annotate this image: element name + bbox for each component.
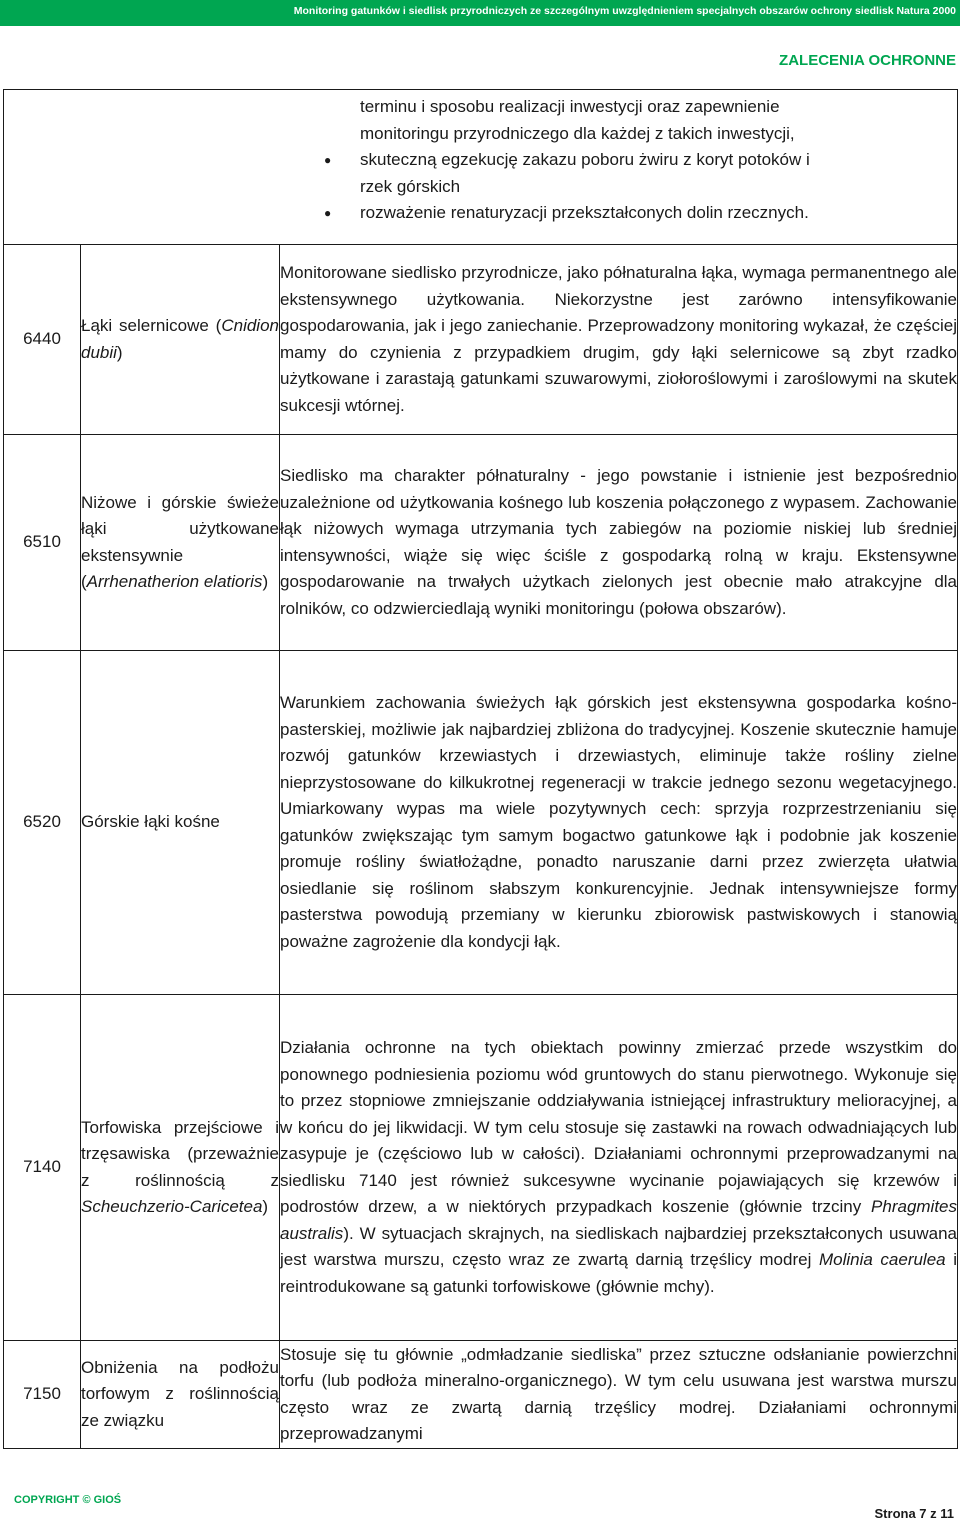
table-row — [4, 651, 958, 995]
species-latin-name: Molinia caerulea — [818, 1250, 946, 1269]
table-row — [4, 245, 958, 435]
habitat-recommendation — [280, 1341, 958, 1449]
table-row — [4, 90, 958, 245]
habitat-name — [81, 651, 280, 995]
habitat-name-text: Obniżenia na podłożu torfowym z roślinnością ze związku — [81, 1357, 279, 1430]
recommendation-text: Stosuje się tu głównie „odmładzanie siedliska” przez sztuczne odsłanianie powierzchni torfu (lub podłoża mineralno-organicznego). W tym celu usuwana jest warstwa murszu często wraz ze zwartą darnią trzęślicy modrej. Działaniami ochronnymi przeprowadzanymi — [280, 1344, 958, 1443]
habitat-latin-name: Arrhenatherion elatioris — [86, 572, 263, 591]
habitat-name-text: Łąki selernicowe — [81, 316, 209, 335]
species-latin-name: Phragmites australis — [280, 1197, 958, 1243]
habitat-code: 7150 — [4, 1341, 81, 1449]
recommendation-text: Siedlisko ma charakter półnaturalny - jego powstanie i istnienie jest bezpośrednio uzależnione od użytkowania kośnego lub koszenia połączonego z wypasem. Zachowanie łąk niżowych wymaga utrzymania tych zabiegów na poziomie niskiej lub średniej intensywności, wiąże się więc ściśle z gospodarką rolną w kraju. Ekstensywne gospodarowanie na trwałych użytkach zielonych jest obecnie mało atrakcyjne dla rolników, co odzwierciedlają wyniki monitoringu (połowa obszarów). — [280, 466, 958, 618]
recommendation-text — [280, 1035, 957, 1300]
bullet-icon: ● — [324, 206, 332, 220]
recommendation-text-part: i reintrodukowane są gatunki torfowiskowe (głównie mchy). — [280, 1250, 958, 1296]
recommendation-text: Monitorowane siedlisko przyrodnicze, jako półnaturalna łąka, wymaga permanentnego ale ekstensywnego użytkowania. Niekorzystne jest zarówno intensyfikowanie gospodarowania, jak i jego zaniechanie. Przeprowadzony monitoring wykazał, że częściej mamy do czynienia z przypadkiem drugim, gdy łąki selernicowe są zbyt rzadko użytkowane i zarastają gatunkami szuwarowymi, ziołoroślowymi i zaroślowymi na skutek sukcesji wtórnej. — [280, 263, 958, 415]
habitat-latin-name: Cnidion dubii — [81, 316, 279, 362]
recommendation-text-part: Działania ochronne na tych obiektach powinny zmierzać przede wszystkim do ponownego podniesienia poziomu wód gruntowych do stanu pierwotnego. Wykonuje się to przez stopniowe zmniejszanie oddziaływania istniejącej infrastruktury melioracyjnej, a w końcu do jej likwidacji. W tym celu stosuje się zastawki na rowach odwadniających lub zasypuje je (częściowo lub w całości). Działaniami ochronnymi przeprowadzanymi na siedlisku 7140 jest również sukcesywne wycinanie pojawiających się krzewów i podrostów drzew, a w niektórych przypadkach koszenie (głównie trzciny — [280, 1038, 958, 1216]
page-number: Strona 7 z 11 — [874, 1506, 954, 1521]
document-title: Monitoring gatunków i siedlisk przyrodniczych ze szczególnym uwzględnieniem specjalnych obszarów ochrony siedlisk Natura 2000 — [293, 5, 956, 17]
habitat-name: Łąki selernicowe (Cnidion dubii) — [81, 245, 280, 435]
continuation-line: terminu i sposobu realizacji inwestycji oraz zapewnienie — [360, 97, 780, 116]
habitat-recommendation — [280, 651, 958, 995]
list-item — [4, 147, 957, 174]
habitat-code: 6520 — [4, 651, 81, 995]
habitat-name-text: Górskie łąki kośne — [81, 812, 220, 832]
bullet-icon: ● — [324, 153, 332, 167]
habitat-recommendation — [280, 995, 958, 1341]
habitat-name — [81, 995, 280, 1341]
table-row — [4, 995, 958, 1341]
habitat-code: 6510 — [4, 435, 81, 651]
footer-copyright: COPYRIGHT © GIOŚ — [14, 1494, 122, 1506]
habitat-recommendation — [280, 245, 958, 435]
continuation-cell — [4, 90, 958, 245]
list-item-text: skuteczną egzekucję zakazu poboru żwiru z koryt potoków i — [360, 150, 810, 169]
list-item-text: rozważenie renaturyzacji przekształconych dolin rzecznych. — [360, 203, 809, 222]
header-bar — [0, 0, 960, 26]
section-title: ZALECENIA OCHRONNE — [779, 52, 956, 69]
habitat-name — [81, 1341, 280, 1449]
habitat-name-text: Niżowe i górskie świeże łąki użytkowane ekstensywnie — [81, 492, 279, 565]
continuation-line: monitoringu przyrodniczego dla każdej z takich inwestycji, — [360, 123, 795, 143]
table-row — [4, 435, 958, 651]
habitat-code: 6440 — [4, 245, 81, 435]
habitat-name-text: Torfowiska przejściowe i trzęsawiska (przeważnie z roślinnością z — [81, 1117, 279, 1190]
recommendation-text: Warunkiem zachowania świeżych łąk górskich jest ekstensywna gospodarka kośno-pasterskiej, możliwie jak najbardziej zbliżona do tradycyjnej. Koszenie skutecznie hamuje rozwój gatunków krzewiastych i drzewiastych, eliminuje także rośliny zielne nieprzystosowane do kilkukrotnej regeneracji w trakcie jednego sezonu wegetacyjnego. Umiarkowany wypas ma wiele pozytywnych cech: sprzyja rozprzestrzenianiu się gatunków zwiększając tym samym bogactwo gatunkowe łąk i podobnie jak koszenie promuje rośliny światłożądne, ponadto naruszanie darni przez zwierzęta ułatwia osiedlanie się roślinom słabszym konkurencyjnie. Jednak intensywniejsze formy pasterstwa powodują przemiany w kierunku zbiorowisk pastwiskowych i stanowią poważne zagrożenie dla kondycji łąk. — [280, 693, 958, 951]
table-row — [4, 1341, 958, 1449]
habitat-recommendation — [280, 435, 958, 651]
habitat-code: 7140 — [4, 995, 81, 1341]
list-item — [4, 200, 957, 227]
recommendation-text-part: ). W sytuacjach skrajnych, na siedliskach najbardziej przekształconych usuwana jest warstwa murszu, często wraz ze zwartą darnią trzęślicy modrej — [280, 1223, 958, 1269]
habitat-name: Niżowe i górskie świeże łąki użytkowane ekstensywnie (Arrhenatherion elatioris) — [81, 435, 280, 651]
continuation-line: rzek górskich — [360, 176, 461, 196]
recommendations-table — [3, 89, 958, 1449]
habitat-latin-name: Scheuchzerio-Caricetea — [81, 1197, 263, 1216]
habitat-name-close: ) — [262, 1197, 269, 1216]
